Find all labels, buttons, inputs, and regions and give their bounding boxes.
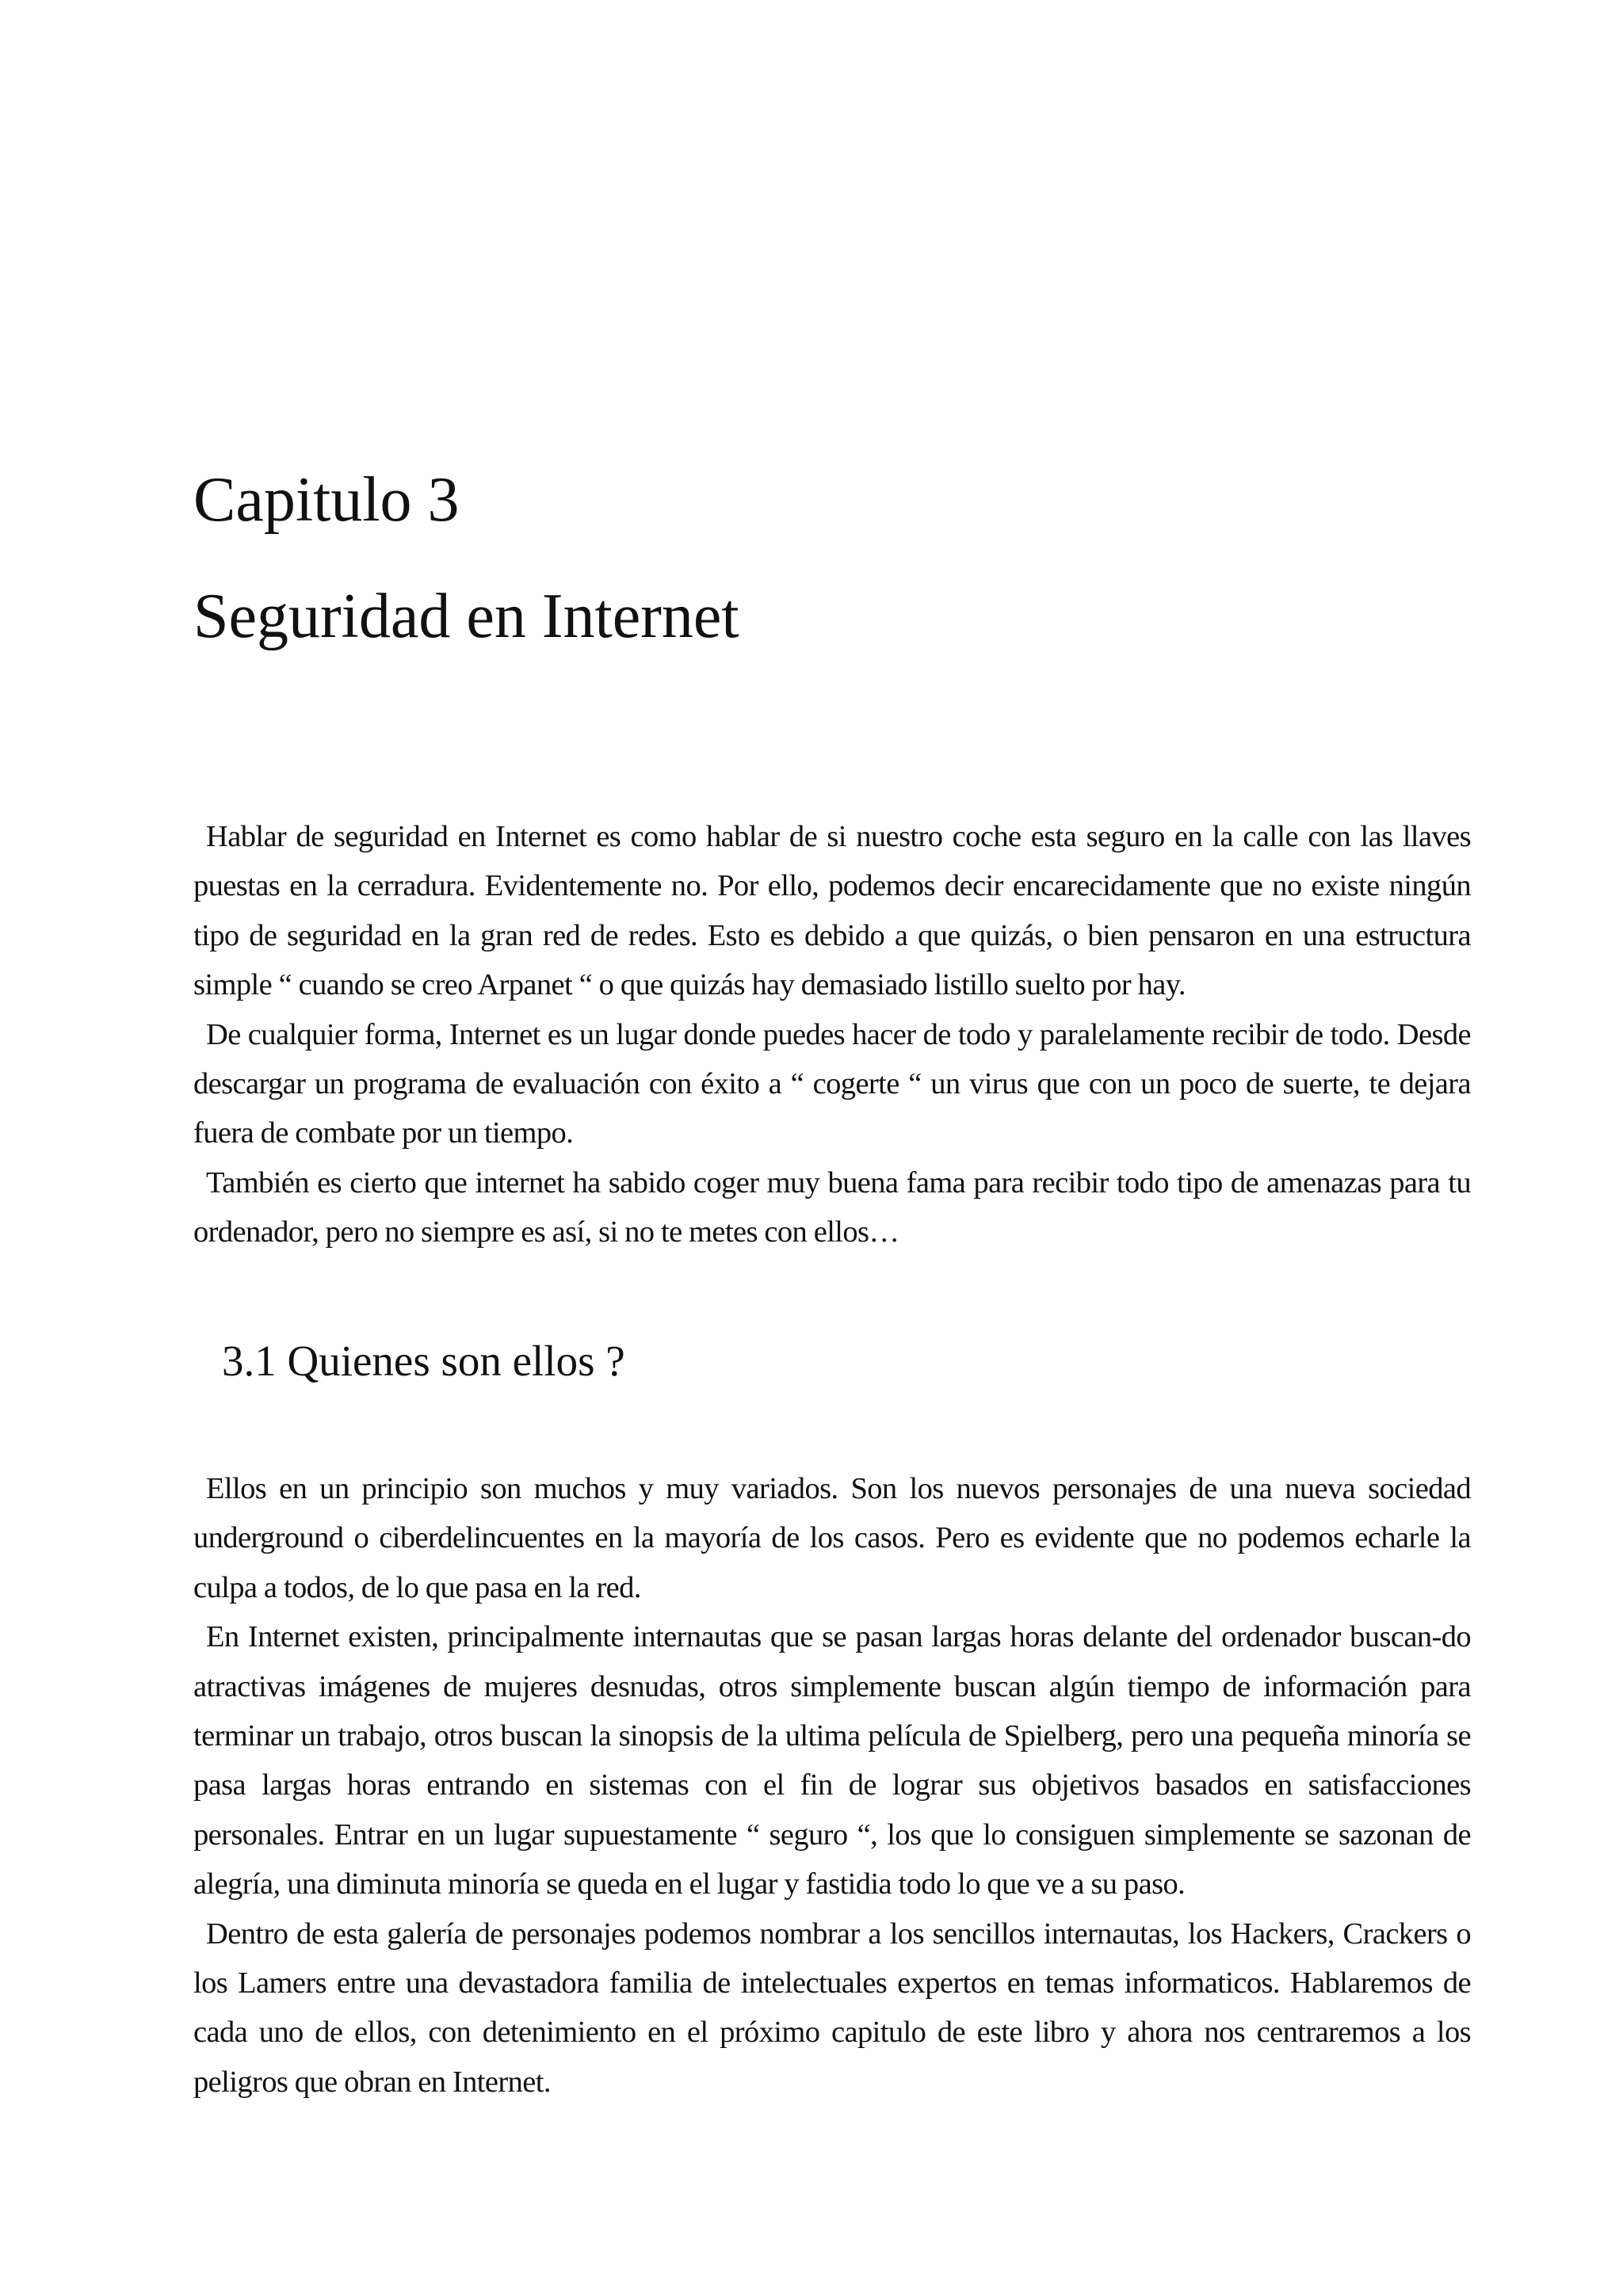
paragraph: Hablar de seguridad en Internet es como hablar de si nuestro coche esta seguro en la calle con las llaves puestas en la cerradura. Evidentemente no. Por ello, podemos decir encarecidamente que no existe ningún tipo de seguridad en la gran red de redes. Esto es debido a que quizás, o bien pensaron en una estructura simple “ cuando se creo Arpanet “ o que quizás hay demasiado listillo suelto por hay. <box>193 820 1471 1002</box>
intro-text <box>193 812 1471 1257</box>
paragraph: Dentro de esta galería de personajes podemos nombrar a los sencillos internautas, los Hackers, Crackers o los Lamers entre una devastadora familia de intelectuales expertos en temas informaticos. Hablaremos de cada uno de ellos, con detenimiento en el próximo capitulo de este libro y ahora nos centraremos a los peligros que obran en Internet. <box>193 1917 1471 2099</box>
paragraph: En Internet existen, principalmente internautas que se pasan largas horas delante del ordenador buscan-do atractivas imágenes de mujeres desnudas, otros simplemente buscan algún tiempo de información para terminar un trabajo, otros buscan la sinopsis de la ultima película de Spielberg, pero una pequeña minoría se pasa largas horas entrando en sistemas con el fin de lograr sus objetivos basados en satisfacciones personales. Entrar en un lugar supuestamente “ seguro “, los que lo consiguen simplemente se sazonan de alegría, una diminuta minoría se queda en el lugar y fastidia todo lo que ve a su paso. <box>193 1620 1471 1901</box>
chapter-title: Seguridad en Internet <box>193 582 739 651</box>
paragraph: De cualquier forma, Internet es un lugar donde puedes hacer de todo y paralelamente recibir de todo. Desde descargar un programa de evaluación con éxito a “ cogerte “ un virus que con un poco de suerte, te dejara fuera de combate por un tiempo. <box>193 1017 1471 1150</box>
paragraph: Ellos en un principio son muchos y muy variados. Son los nuevos personajes de una nueva sociedad underground o ciberdelincuentes en la mayoría de los casos. Pero es evidente que no podemos echarle la culpa a todos, de lo que pasa en la red. <box>193 1472 1471 1604</box>
chapter-label: Capitulo 3 <box>193 465 460 535</box>
section-text <box>193 1464 1471 2107</box>
section-heading: 3.1 Quienes son ellos ? <box>222 1337 625 1385</box>
paragraph: También es cierto que internet ha sabido coger muy buena fama para recibir todo tipo de amenazas para tu ordenador, pero no siempre es así, si no te metes con ellos… <box>193 1165 1471 1249</box>
